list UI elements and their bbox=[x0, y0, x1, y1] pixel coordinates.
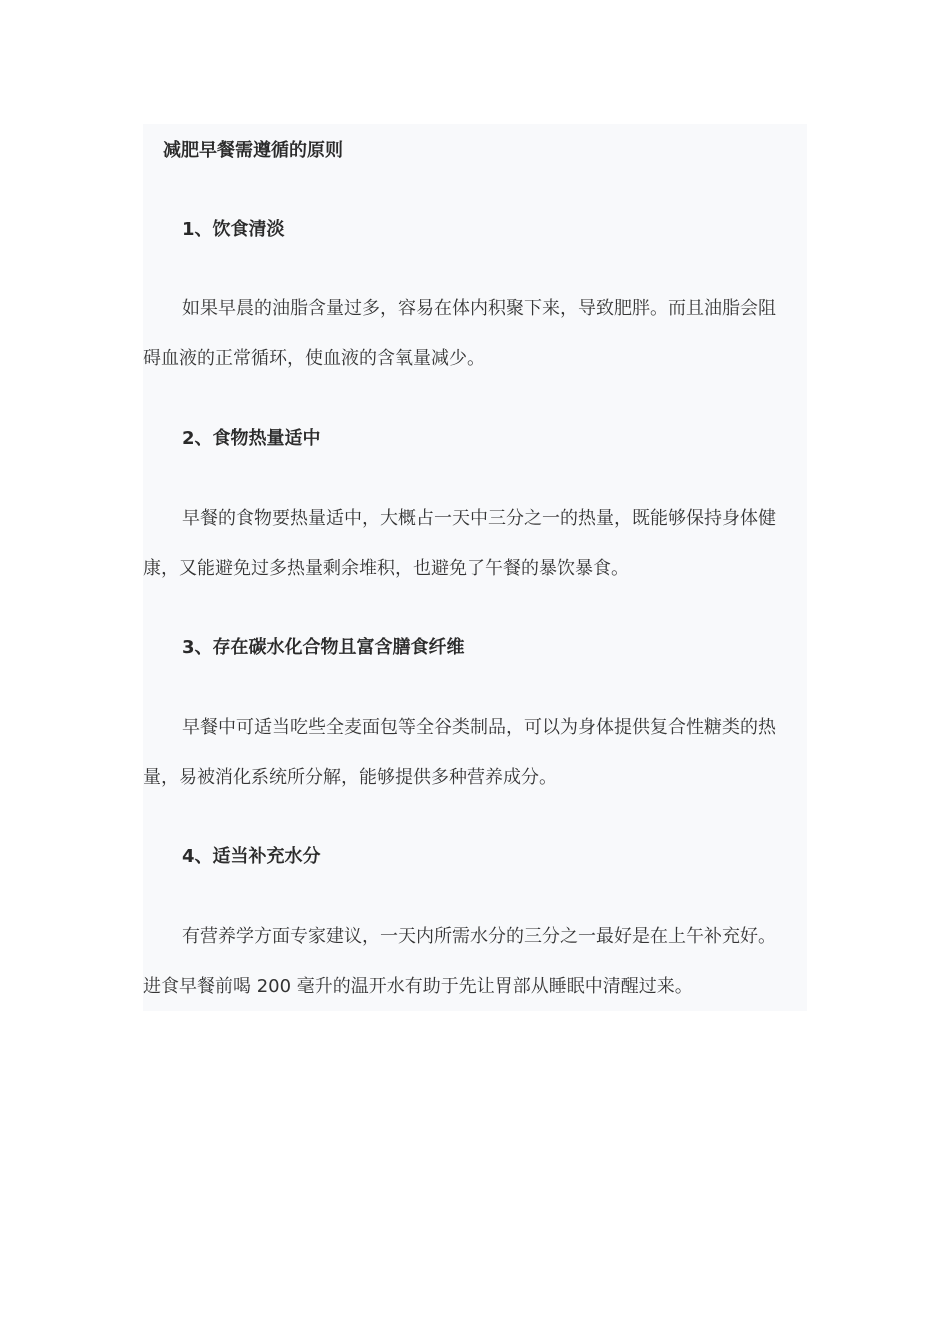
paragraph-line: 康，又能避免过多热量剩余堆积，也避免了午餐的暴饮暴食。 bbox=[143, 558, 629, 579]
section-heading-3: 3、存在碳水化合物且富含膳食纤维 bbox=[182, 637, 465, 658]
paragraph-line: 早餐的食物要热量适中，大概占一天中三分之一的热量，既能够保持身体健 bbox=[182, 508, 776, 529]
section-paragraph-3 bbox=[143, 703, 807, 803]
paragraph-line: 如果早晨的油脂含量过多，容易在体内积聚下来，导致肥胖。而且油脂会阻 bbox=[182, 298, 776, 319]
article-title: 减肥早餐需遵循的原则 bbox=[163, 140, 343, 161]
paragraph-line: 有营养学方面专家建议，一天内所需水分的三分之一最好是在上午补充好。 bbox=[182, 926, 776, 947]
paragraph-line: 量，易被消化系统所分解，能够提供多种营养成分。 bbox=[143, 767, 557, 788]
section-paragraph-2 bbox=[143, 494, 807, 594]
paragraph-line: 进食早餐前喝 200 毫升的温开水有助于先让胃部从睡眠中清醒过来。 bbox=[143, 976, 693, 997]
article-content bbox=[143, 124, 807, 1011]
paragraph-line: 早餐中可适当吃些全麦面包等全谷类制品，可以为身体提供复合性糖类的热 bbox=[182, 717, 776, 738]
section-heading-4: 4、适当补充水分 bbox=[182, 846, 321, 867]
section-heading-1: 1、饮食清淡 bbox=[182, 219, 285, 240]
section-paragraph-1 bbox=[143, 284, 807, 384]
section-heading-2: 2、食物热量适中 bbox=[182, 428, 321, 449]
section-paragraph-4 bbox=[143, 912, 807, 1012]
paragraph-line: 碍血液的正常循环，使血液的含氧量减少。 bbox=[143, 348, 485, 369]
